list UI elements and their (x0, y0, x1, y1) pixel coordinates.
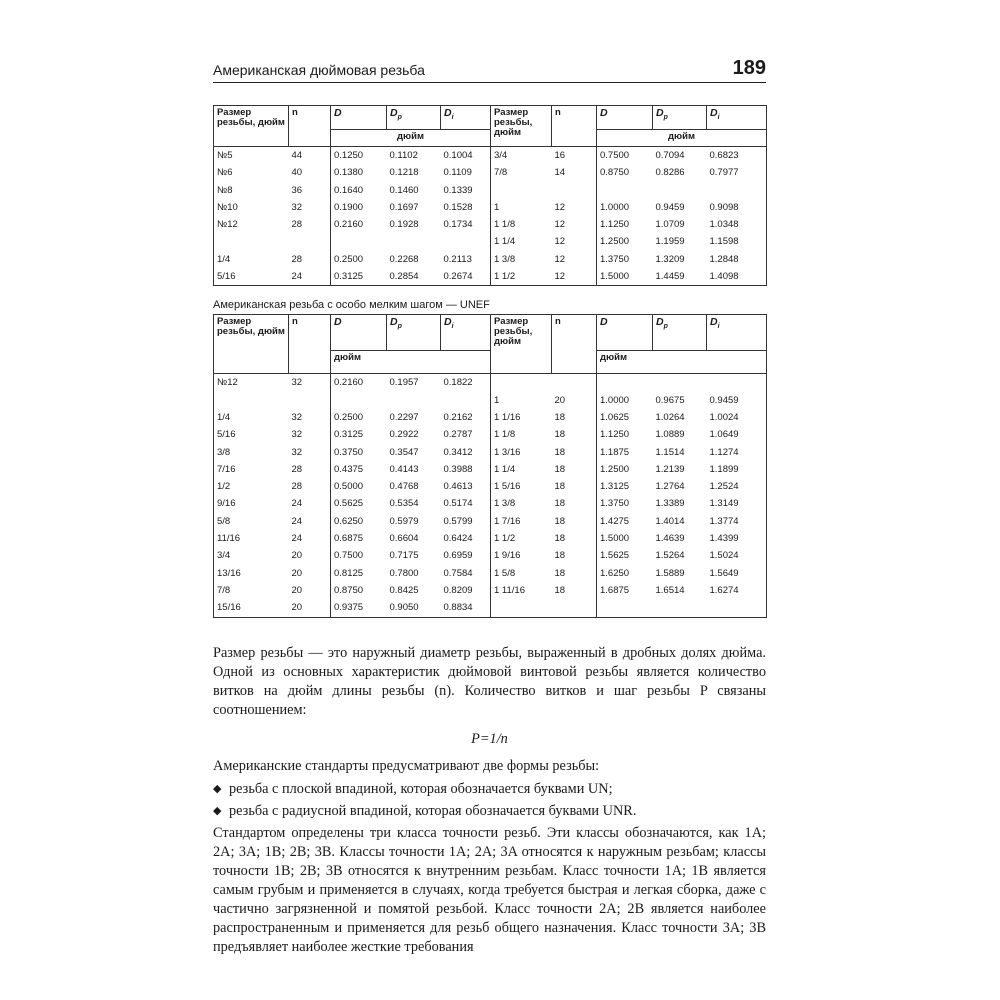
table-cell: 1.3125 (597, 478, 653, 495)
table-cell: 1.5264 (655, 550, 685, 562)
table-cell: 0.5979 (389, 515, 419, 527)
table-cell: 18 (554, 429, 566, 441)
table-cell: 0.7584 (443, 567, 473, 579)
table-row (214, 582, 767, 599)
header-d-right: D (597, 106, 653, 130)
table-cell: 28 (291, 253, 303, 265)
table-cell: 0.7500 (331, 547, 387, 564)
table-cell: 1 1/16 (491, 409, 552, 426)
table-row (214, 444, 767, 461)
table-cell: 0.5354 (389, 498, 419, 510)
table-cell: 18 (554, 463, 566, 475)
table-cell: 1.2139 (655, 463, 685, 475)
table-cell: 1.3774 (707, 513, 767, 530)
header-n-right: n (552, 106, 597, 147)
table-cell (707, 374, 767, 392)
table-row (214, 233, 767, 250)
header-d: D (331, 106, 387, 130)
header-dp-right: $D_p$ (653, 315, 707, 351)
table-cell: 0.8834 (441, 599, 491, 617)
table-cell: 0.2500 (331, 251, 387, 268)
table-cell: 1 1/8 (491, 426, 552, 443)
header-di-right: $D_i$ (707, 315, 767, 351)
list-item: ◆ резьба с плоской впадиной, которая обозначается буквами UN; (213, 780, 613, 797)
table-cell (331, 233, 387, 250)
table-cell: 18 (554, 481, 566, 493)
table-cell: 13/16 (214, 565, 289, 582)
table-cell: 1.1250 (597, 426, 653, 443)
table-cell: 0.1734 (443, 219, 473, 231)
table-cell: 3/4 (491, 147, 552, 165)
paragraph-thread-size: Размер резьбы — это наружный диаметр резьбы, выраженный в дробных долях дюйма. Одной из основных характеристик дюймовой винтовой резьбы является количество витков на дюйм длины резьбы (n). Количество витков и шаг резьбы P связаны соотношением: (213, 644, 766, 718)
table-row (214, 268, 767, 286)
table-cell (387, 392, 441, 409)
table-cell: 1.3750 (597, 251, 653, 268)
header-d: D (331, 315, 387, 351)
table-cell: 1.4639 (655, 533, 685, 545)
table-cell: 1.2524 (707, 478, 767, 495)
table-cell: 12 (554, 236, 566, 248)
table-cell (491, 182, 552, 199)
table-cell: 0.3988 (443, 463, 473, 475)
table-cell: 5/8 (214, 513, 289, 530)
table-cell: 1 5/8 (491, 565, 552, 582)
table-cell: 1.6514 (655, 584, 685, 596)
table-cell: 1.1514 (655, 446, 685, 458)
header-size: Размер резьбы, дюйм (214, 315, 289, 374)
table-row (214, 530, 767, 547)
diamond-bullet-icon: ◆ (213, 782, 222, 795)
unit-label: дюйм (331, 351, 491, 374)
table-cell (331, 392, 387, 409)
table-cell: 1.6274 (707, 582, 767, 599)
table-cell: 18 (554, 515, 566, 527)
table-cell: 0.1380 (331, 164, 387, 181)
header-n: n (289, 315, 331, 374)
table-cell: 1.2764 (655, 481, 685, 493)
table-cell: 1.1274 (707, 444, 767, 461)
table-cell: 1.3209 (655, 253, 685, 265)
table-cell: 0.1640 (331, 182, 387, 199)
table-cell: 0.2297 (389, 411, 419, 423)
unit-label-right: дюйм (597, 351, 767, 374)
table-cell: 14 (554, 167, 566, 179)
table-cell (707, 182, 767, 199)
header-n-right: n (552, 315, 597, 374)
table-cell (552, 182, 597, 199)
table-cell: 1.0625 (597, 409, 653, 426)
table-cell: 0.3547 (389, 446, 419, 458)
header-d-right: D (597, 315, 653, 351)
table-cell: 0.1928 (389, 219, 419, 231)
table-cell: 1 3/8 (491, 251, 552, 268)
table-cell: 1.6250 (597, 565, 653, 582)
table-cell: 0.4613 (443, 481, 473, 493)
table-cell (491, 374, 552, 392)
table-cell: 1.1899 (707, 461, 767, 478)
header-di: $D_i$ (441, 315, 491, 351)
table-cell: 0.5174 (443, 498, 473, 510)
table-cell: 1 (491, 199, 552, 216)
paragraph-standards: Американские стандарты предусматривают две формы резьбы: (213, 757, 600, 774)
table-cell: 0.3750 (331, 444, 387, 461)
table-cell: 1.0649 (707, 426, 767, 443)
table-cell: 1.0000 (597, 199, 653, 216)
header-size-right: Размер резьбы, дюйм (491, 106, 552, 147)
table-cell: 1.1598 (707, 233, 767, 250)
header-dp: $D_p$ (387, 315, 441, 351)
table-cell: 0.5000 (331, 478, 387, 495)
table-cell: 0.7800 (389, 567, 419, 579)
table-cell: 1 9/16 (491, 547, 552, 564)
table-cell: 1/4 (214, 409, 289, 426)
running-header (213, 52, 766, 83)
table-cell: 20 (289, 599, 331, 617)
table-cell: 0.7977 (707, 164, 767, 181)
table-cell: 0.8209 (443, 584, 473, 596)
header-di-right: $D_i$ (707, 106, 767, 130)
table-cell: 3/8 (214, 444, 289, 461)
table-cell: 1 11/16 (491, 582, 552, 599)
table-cell: 28 (291, 463, 303, 475)
paragraph-accuracy-classes: Стандартом определены три класса точности резьб. Эти классы обозначаются, как 1A; 2A; 3A; 1B; 2B; 3B. Классы точности 1A; 2A; 3A относятся к наружным резьбам; классы точности 1B; 2B; 3B относятся к внутренним резьбам. Класс точности 1A; 1B является самым грубым и применяется в случаях, когда требуется быстрая и легкая сборка, даже с частично загрязненной и помятой резьбой. Класс точности 2A; 2B является наиболее распространенным и применяется для резьб общего назначения. Класс точности 3A; 3B предъявляет наиболее жесткие требования (213, 824, 766, 955)
thread-forms-list (213, 780, 766, 821)
table-cell: 1.0348 (707, 216, 767, 233)
table-row (214, 182, 767, 199)
table-cell: 5/16 (214, 268, 289, 286)
table-cell: 1.4459 (653, 268, 707, 286)
table-cell: 1.5000 (597, 268, 653, 286)
table-cell: 1 1/2 (491, 530, 552, 547)
table-cell: 0.6959 (443, 550, 473, 562)
table-cell: 1.1959 (655, 236, 685, 248)
table-cell: 20 (291, 567, 303, 579)
table-cell: 1.0000 (597, 392, 653, 409)
table-cell: 0.6604 (389, 533, 419, 545)
unit-label: дюйм (331, 129, 491, 146)
table-row (214, 513, 767, 530)
table-cell: 1.4275 (597, 513, 653, 530)
running-title: Американская дюймовая резьба (213, 62, 425, 78)
table-cell: 1.3389 (655, 498, 685, 510)
table-cell: 9/16 (214, 495, 289, 512)
table-row (214, 547, 767, 564)
table-cell: 0.9375 (331, 599, 387, 617)
table-cell: 1 3/8 (491, 495, 552, 512)
table-cell: 20 (291, 584, 303, 596)
table-cell: 28 (291, 219, 303, 231)
table-cell: 0.7175 (389, 550, 419, 562)
table-cell: 1 1/2 (491, 268, 552, 286)
table-cell (441, 392, 491, 409)
diamond-bullet-icon: ◆ (213, 804, 222, 817)
table-cell: 0.7094 (655, 150, 685, 161)
table-cell: 3/4 (214, 547, 289, 564)
table-cell: 0.2268 (389, 253, 419, 265)
table-cell (552, 599, 597, 617)
table-cell: 0.8286 (655, 167, 685, 179)
table-cell: 0.2162 (443, 411, 473, 423)
table-cell: 0.1109 (443, 167, 472, 179)
table-cell: 1.5024 (707, 547, 767, 564)
table-cell: 0.1822 (443, 377, 473, 389)
page-number: 189 (732, 57, 766, 79)
table-cell: 18 (554, 533, 566, 545)
table-cell: 0.5625 (331, 495, 387, 512)
table-cell: №6 (214, 164, 289, 181)
table-row (214, 495, 767, 512)
table-cell: 1.2500 (597, 233, 653, 250)
table-cell (552, 374, 597, 392)
table-cell: 1.5625 (597, 547, 653, 564)
header-size-right: Размер резьбы, дюйм (491, 315, 552, 374)
table-cell: 0.8425 (389, 584, 419, 596)
table-cell: 0.1250 (331, 147, 387, 165)
table-cell (597, 374, 653, 392)
table-row (214, 251, 767, 268)
table-cell: 1 1/8 (491, 216, 552, 233)
table-cell: 32 (291, 201, 303, 213)
table-row (214, 164, 767, 181)
table-cell: 0.5799 (443, 515, 473, 527)
table-cell: 0.2854 (387, 268, 441, 286)
body-text (213, 644, 766, 957)
table-cell (289, 233, 331, 250)
table-cell: 0.1004 (443, 150, 473, 161)
table-row (214, 216, 767, 233)
table-row (214, 374, 767, 392)
table-cell (653, 182, 707, 199)
table-cell: 12 (554, 253, 566, 265)
table-cell: 18 (554, 411, 566, 423)
table-cell: 0.6424 (443, 533, 473, 545)
table-cell: 24 (291, 498, 303, 510)
table-cell: 0.1697 (389, 201, 419, 213)
table-cell: 20 (291, 550, 303, 562)
table-row (214, 478, 767, 495)
table-cell (491, 599, 552, 617)
table-cell: 0.4768 (389, 481, 419, 493)
table-cell: 1.4399 (707, 530, 767, 547)
table-cell: 11/16 (214, 530, 289, 547)
table-cell: 0.6823 (707, 147, 767, 165)
thread-table-unef (213, 314, 767, 617)
table-cell: 1.1250 (597, 216, 653, 233)
table-cell: 36 (291, 184, 303, 196)
table-cell: 1.0709 (655, 219, 685, 231)
table-cell: 1.5889 (655, 567, 685, 579)
table-cell: 18 (554, 498, 566, 510)
table-cell: №10 (214, 199, 289, 216)
table-cell: 1.0889 (655, 429, 685, 441)
table-cell: 1.2500 (597, 461, 653, 478)
table-cell: 18 (554, 584, 566, 596)
table-cell: 24 (289, 268, 331, 286)
table-cell: 15/16 (214, 599, 289, 617)
table-cell: 40 (291, 167, 303, 179)
table-cell: 0.3125 (331, 426, 387, 443)
table-cell: 0.9098 (707, 199, 767, 216)
table-cell (597, 599, 653, 617)
unit-label-right: дюйм (597, 129, 767, 146)
table-cell: 0.2674 (441, 268, 491, 286)
table-cell: 7/8 (214, 582, 289, 599)
table-cell: 0.1102 (389, 150, 418, 161)
table-cell: 1.6875 (597, 582, 653, 599)
table-cell: 1.0024 (707, 409, 767, 426)
table-cell: 1.0264 (655, 411, 685, 423)
table-cell: 24 (291, 533, 303, 545)
table-cell: 0.7500 (597, 147, 653, 165)
table-cell: 12 (554, 219, 566, 231)
table-cell: 1.3149 (707, 495, 767, 512)
table-cell: 1 1/4 (491, 461, 552, 478)
table-cell: 1 7/16 (491, 513, 552, 530)
table-cell: 1/2 (214, 478, 289, 495)
table-cell: 1 3/16 (491, 444, 552, 461)
table-cell: 0.8750 (597, 164, 653, 181)
table-cell (653, 374, 707, 392)
table-cell: 0.6250 (331, 513, 387, 530)
header-n: n (289, 106, 331, 147)
table-cell: 0.9675 (655, 394, 685, 406)
table-row (214, 599, 767, 617)
table-row (214, 426, 767, 443)
table-cell: 0.2160 (331, 374, 387, 392)
table-cell: 0.2922 (389, 429, 419, 441)
formula-pitch: P=1/n (471, 730, 508, 747)
table-cell: 24 (291, 515, 303, 527)
header-size: Размер резьбы, дюйм (214, 106, 289, 147)
table-cell: 0.4143 (389, 463, 419, 475)
table-cell (707, 599, 767, 617)
table-row (214, 461, 767, 478)
table-cell: 0.1957 (389, 377, 419, 389)
header-di: $D_i$ (441, 106, 491, 130)
table-cell: 16 (554, 150, 566, 161)
table-cell: 18 (554, 567, 566, 579)
table-cell: 44 (291, 150, 303, 161)
table-cell: 32 (291, 446, 303, 458)
table-cell: 1.4014 (655, 515, 685, 527)
table-cell: 0.9050 (387, 599, 441, 617)
table-cell: 0.2500 (331, 409, 387, 426)
book-page (213, 52, 766, 957)
header-dp-right: $D_p$ (653, 106, 707, 130)
table-cell: 0.6875 (331, 530, 387, 547)
table-row (214, 409, 767, 426)
table-row (214, 392, 767, 409)
table-cell: 18 (554, 446, 566, 458)
table-cell: 32 (291, 429, 303, 441)
table-cell: 0.3412 (443, 446, 473, 458)
table-cell: 0.1460 (389, 184, 419, 196)
table-cell: 0.4375 (331, 461, 387, 478)
table-cell: 1.3750 (597, 495, 653, 512)
thread-table-un (213, 105, 767, 286)
table-cell: 12 (554, 201, 566, 213)
table-cell: 0.3125 (331, 268, 387, 286)
table-cell: 1.2848 (707, 251, 767, 268)
table-cell: 0.2787 (443, 429, 473, 441)
table-cell (653, 599, 707, 617)
list-item: ◆ резьба с радиусной впадиной, которая обозначается буквами UNR. (213, 802, 637, 819)
table-cell: №5 (214, 147, 289, 165)
table-cell: 7/16 (214, 461, 289, 478)
header-dp: $D_p$ (387, 106, 441, 130)
table-cell: 7/8 (491, 164, 552, 181)
table-cell (214, 233, 289, 250)
table-cell: 0.2113 (443, 253, 472, 265)
table-cell (597, 182, 653, 199)
table-cell (441, 233, 491, 250)
table-cell: 1.5649 (707, 565, 767, 582)
table-cell: 0.9459 (707, 392, 767, 409)
table-cell: 1 1/4 (491, 233, 552, 250)
table-caption-unef: Американская резьба с особо мелким шагом — UNEF (213, 299, 490, 312)
table-cell: 0.1339 (443, 184, 473, 196)
table-cell: 0.2160 (331, 216, 387, 233)
table-cell: 18 (554, 550, 566, 562)
table-cell: 32 (291, 411, 303, 423)
table-cell: 1.5000 (597, 530, 653, 547)
table-cell: 0.8750 (331, 582, 387, 599)
table-row (214, 565, 767, 582)
table-cell: 1 (491, 392, 552, 409)
table-cell: 0.1218 (389, 167, 419, 179)
table-cell: 5/16 (214, 426, 289, 443)
table-cell: 1 5/16 (491, 478, 552, 495)
table-cell: 1.4098 (707, 268, 767, 286)
table-cell: 0.9459 (655, 201, 685, 213)
table-row (214, 147, 767, 165)
table-cell: №12 (214, 216, 289, 233)
table-cell (289, 392, 331, 409)
table-cell: 0.1528 (443, 201, 473, 213)
table-cell: 12 (552, 268, 597, 286)
table-cell (387, 233, 441, 250)
table-cell: 32 (291, 377, 303, 389)
table-cell: 1.1875 (597, 444, 653, 461)
table-cell: 0.8125 (331, 565, 387, 582)
table-cell: №8 (214, 182, 289, 199)
table-cell: 0.1900 (331, 199, 387, 216)
table-cell: №12 (214, 374, 289, 392)
table-cell (214, 392, 289, 409)
table-row (214, 199, 767, 216)
table-cell: 28 (291, 481, 303, 493)
table-cell: 20 (554, 394, 566, 406)
table-cell: 1/4 (214, 251, 289, 268)
